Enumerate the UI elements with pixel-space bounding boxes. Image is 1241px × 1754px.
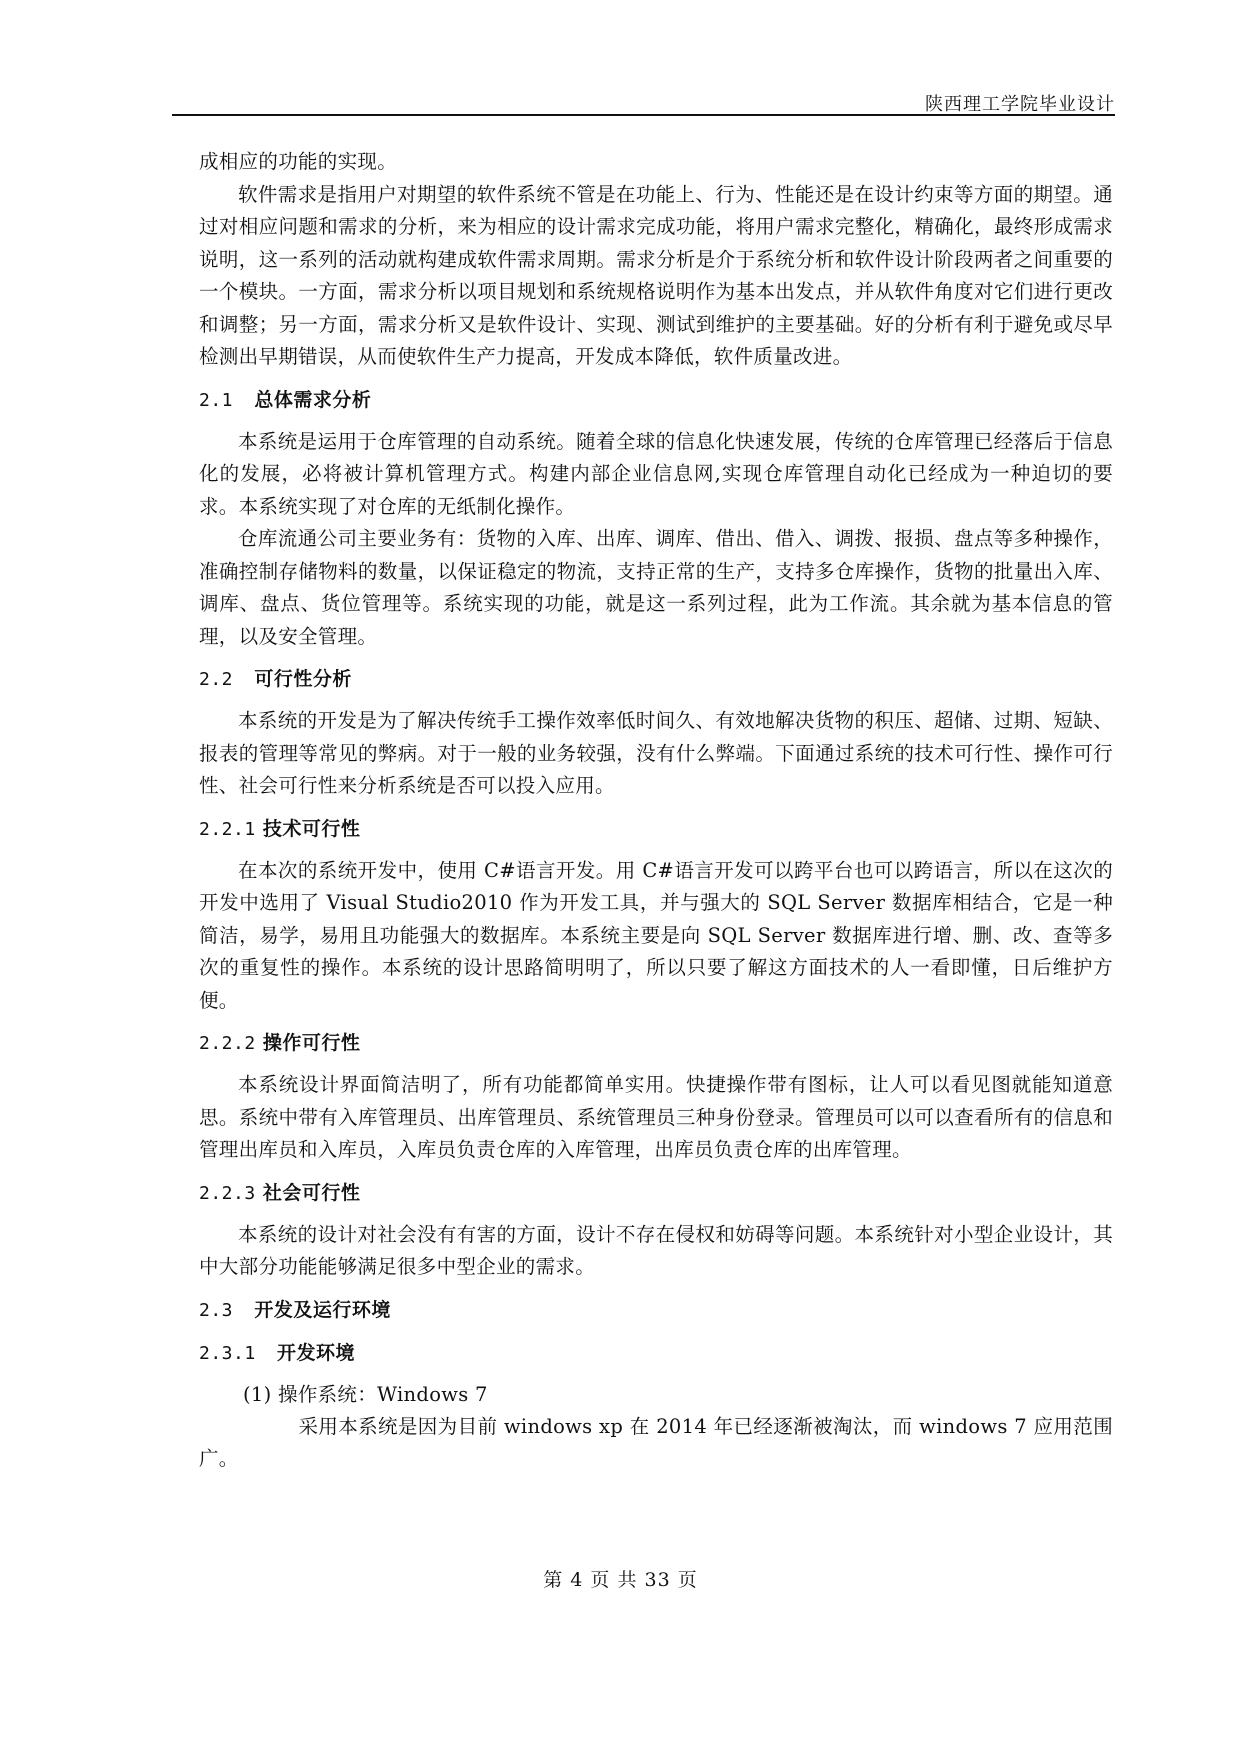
heading-title: 总体需求分析: [254, 388, 372, 411]
list-item-os-description: 采用本系统是因为目前 windows xp 在 2014 年已经逐渐被淘汰，而 windows 7 应用范围广。: [199, 1414, 1113, 1470]
heading-title: 可行性分析: [254, 668, 352, 690]
paragraph-social: 本系统的设计对社会没有有害的方面，设计不存在侵权和妨碍等问题。本系统针对小型企业设计，其中大部分功能能够满足很多中型企业的需求。: [199, 1222, 1113, 1278]
heading-title: 社会可行性: [262, 1181, 361, 1204]
heading-2-2-3: [199, 1177, 1113, 1210]
heading-number: 2.2.2: [199, 1033, 256, 1054]
heading-number: 2.3.1: [199, 1342, 256, 1364]
paragraph-continuation: 成相应的功能的实现。: [199, 150, 398, 173]
heading-2-2-1: [199, 813, 1113, 846]
heading-number: 2.1: [199, 389, 234, 411]
page-number-footer: 第 4 页 共 33 页: [543, 1569, 698, 1591]
heading-title: 操作可行性: [262, 1032, 361, 1054]
heading-title: 开发环境: [277, 1341, 356, 1364]
paragraph-technical: 在本次的系统开发中，使用 C#语言开发。用 C#语言开发可以跨平台也可以跨语言，所以在这次的开发中选用了 Visual Studio2010 作为开发工具，并与强大的 SQL Server 数据库相结合，它是一种简洁，易学，易用且功能强大的数据库。本系统主要是向 SQL Server 数据库进行增、删、改、查等多次的重复性的操作。本系统的设计思路简明明了，所以只要了解这方面技术的人一看即懂，日后维护方便。: [199, 858, 1113, 1012]
heading-2-2: [199, 663, 1113, 696]
paragraph-requirements-intro: 软件需求是指用户对期望的软件系统不管是在功能上、行为、性能还是在设计约束等方面的期望。通过对相应问题和需求的分析，来为相应的设计需求完成功能，将用户需求完整化，精确化，最终形成需求说明，这一系列的活动就构建成软件需求周期。需求分析是介于系统分析和软件设计阶段两者之间重要的一个模块。一方面，需求分析以项目规划和系统规格说明作为基本出发点，并从软件角度对它们进行更改和调整；另一方面，需求分析又是软件设计、实现、测试到维护的主要基础。好的分析有利于避免或尽早检测出早期错误，从而使软件生产力提高，开发成本降低，软件质量改进。: [199, 182, 1113, 368]
header-rule: [172, 114, 1115, 116]
heading-title: 技术可行性: [262, 817, 361, 840]
page-body: [199, 146, 1113, 1475]
paragraph-overall-1: 本系统是运用于仓库管理的自动系统。随着全球的信息化快速发展，传统的仓库管理已经落后于信息化的发展，必将被计算机管理方式。构建内部企业信息网,实现仓库管理自动化已经成为一种迫切的要求。本系统实现了对仓库的无纸制化操作。: [199, 429, 1113, 518]
paragraph-operational: 本系统设计界面简洁明了，所有功能都简单实用。快捷操作带有图标，让人可以看见图就能知道意思。系统中带有入库管理员、出库管理员、系统管理员三种身份登录。管理员可以可以查看所有的信息和管理出库员和入库员，入库员负责仓库的入库管理，出库员负责仓库的出库管理。: [199, 1073, 1113, 1161]
heading-2-3-1: [199, 1337, 1113, 1370]
heading-2-3: [199, 1294, 1113, 1327]
heading-number: 2.2.1: [199, 818, 256, 840]
paragraph-feasibility: 本系统的开发是为了解决传统手工操作效率低时间久、有效地解决货物的积压、超储、过期、短缺、报表的管理等常见的弊病。对于一般的业务较强，没有什么弊端。下面通过系统的技术可行性、操作可行性、社会可行性来分析系统是否可以投入应用。: [199, 709, 1113, 797]
heading-2-2-2: [199, 1027, 1113, 1060]
paragraph-overall-2: 仓库流通公司主要业务有：货物的入库、出库、调库、借出、借入、调拨、报损、盘点等多种操作，准确控制存储物料的数量，以保证稳定的物流，支持正常的生产，支持多仓库操作，货物的批量出入库、调库、盘点、货位管理等。系统实现的功能，就是这一系列过程，此为工作流。其余就为基本信息的管理，以及安全管理。: [199, 527, 1113, 648]
running-header: 陕西理工学院毕业设计: [925, 94, 1115, 115]
heading-number: 2.3: [199, 1299, 234, 1321]
heading-number: 2.2.3: [199, 1182, 256, 1204]
list-item-os: (1) 操作系统：Windows 7: [243, 1382, 488, 1406]
heading-title: 开发及运行环境: [254, 1298, 391, 1321]
heading-number: 2.2: [199, 669, 234, 690]
heading-2-1: [199, 384, 1113, 417]
